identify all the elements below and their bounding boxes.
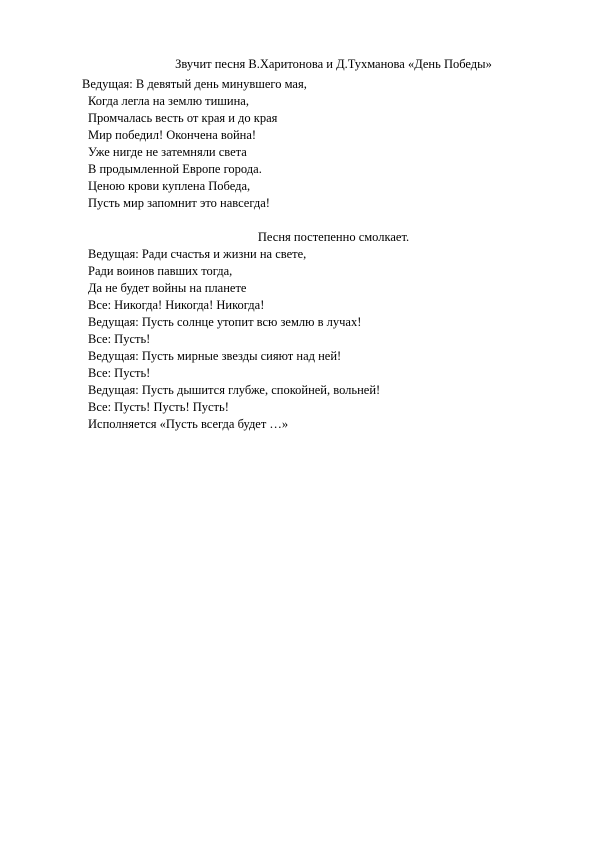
text-line: Все: Пусть! Пусть! Пусть! — [88, 400, 229, 414]
text-line: Уже нигде не затемняли света — [88, 145, 247, 159]
text-line: Ведущая: Ради счастья и жизни на свете, — [88, 247, 307, 261]
text-line: Все: Пусть! — [88, 332, 151, 346]
text-line: В продымленной Европе города. — [88, 162, 262, 176]
text-line: Да не будет войны на планете — [88, 281, 247, 295]
text-line: Ведущая: В девятый день минувшего мая, — [82, 77, 307, 91]
text-line: Ценою крови куплена Победа, — [88, 179, 251, 193]
text-line: Ради воинов павших тогда, — [88, 264, 233, 278]
text-line: Все: Никогда! Никогда! Никогда! — [88, 298, 265, 312]
text-line: Мир победил! Окончена война! — [88, 128, 257, 142]
text-line: Ведущая: Пусть дышится глубже, спокойней, вольней! — [88, 383, 381, 397]
song-heading: Звучит песня В.Харитонова и Д.Тухманова «День Победы» — [175, 57, 492, 71]
text-line: Когда легла на землю тишина, — [88, 94, 249, 108]
text-line: Все: Пусть! — [88, 366, 151, 380]
stage-direction: Песня постепенно смолкает. — [257, 230, 410, 244]
text-line: Ведущая: Пусть мирные звезды сияют над ней! — [88, 349, 342, 363]
text-line: Пусть мир запомнит это навсегда! — [88, 196, 270, 210]
text-line: Ведущая: Пусть солнце утопит всю землю в лучах! — [88, 315, 362, 329]
text-line: Исполняется «Пусть всегда будет …» — [88, 417, 289, 431]
text-line: Промчалась весть от края и до края — [88, 111, 278, 125]
